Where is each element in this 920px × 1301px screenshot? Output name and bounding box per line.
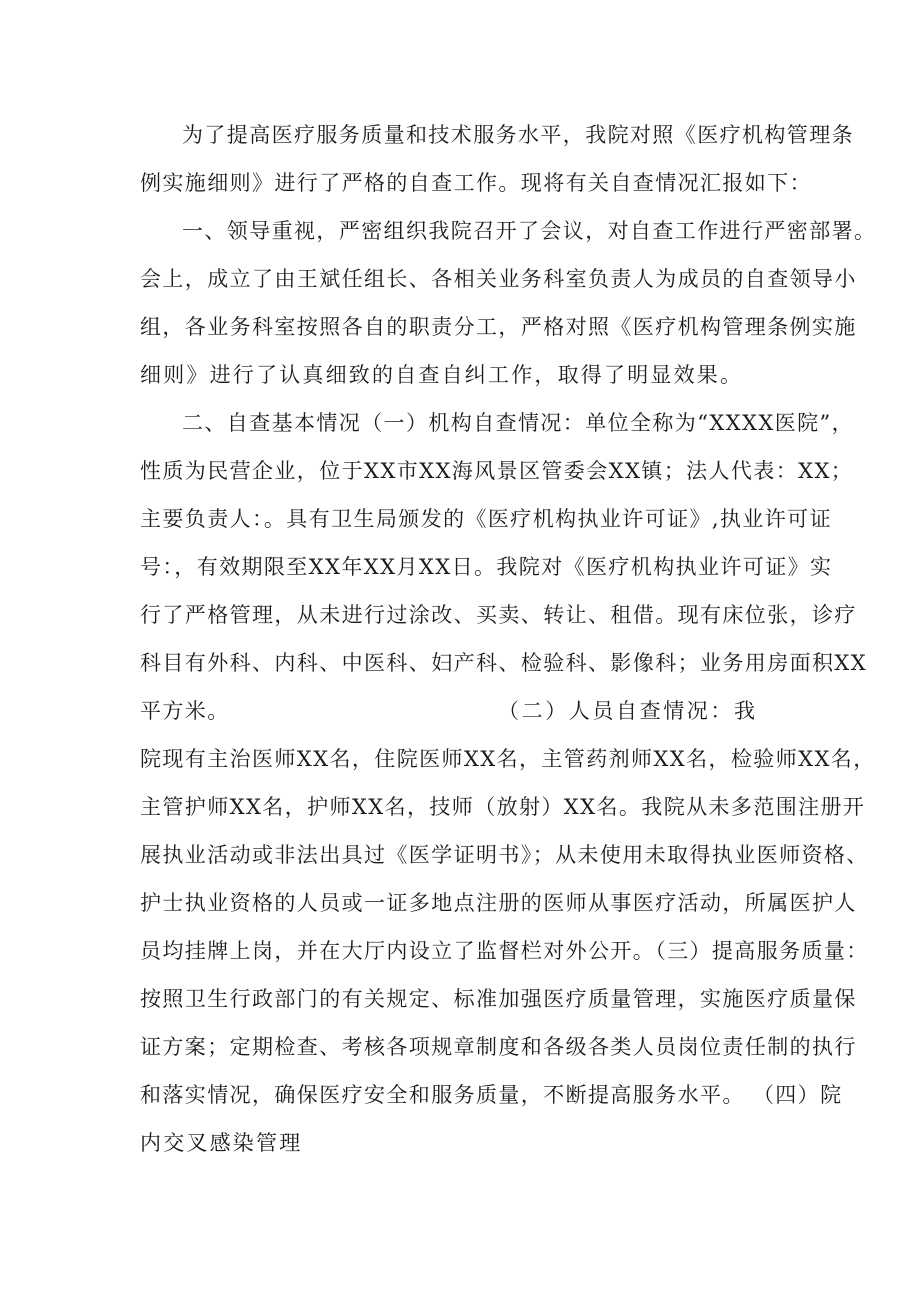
paragraph-3-line-5: 行了严格管理，从未进行过涂改、买卖、转让、租借。现有床位张，诊疗 xyxy=(140,603,857,627)
paragraph-4-line-3: 展执业活动或非法出具过《医学证明书》；从未使用未取得执业医师资格、 xyxy=(140,843,869,867)
paragraph-3-line-1: 二、自查基本情况（一）机构自查情况：单位全称为“XXXX医院”， xyxy=(182,411,855,435)
paragraph-4-line-6: 按照卫生行政部门的有关规定、标准加强医疗质量管理，实施医疗质量保 xyxy=(140,987,857,1011)
paragraph-4-line-8: 和落实情况，确保医疗安全和服务质量，不断提高服务水平。 （四）院 xyxy=(140,1083,843,1107)
paragraph-3-line-4: 号：，有效期限至XX年XX月XX日。我院对《医疗机构执业许可证》实 xyxy=(140,555,833,579)
paragraph-3-line-2: 性质为民营企业，位于XX市XX海风景区管委会XX镇；法人代表：XX； xyxy=(140,459,854,483)
paragraph-4-line-2: 主管护师XX名，护师XX名，技师（放射）XX名。我院从未多范围注册开 xyxy=(140,795,866,819)
paragraph-2-line-4: 细则》进行了认真细致的自查自纠工作，取得了明显效果。 xyxy=(140,363,744,387)
paragraph-4-line-5: 员均挂牌上岗，并在大厅内设立了监督栏对外公开。（三）提高服务质量： xyxy=(140,939,869,963)
paragraph-2-line-2: 会上，成立了由王斌任组长、各相关业务科室负责人为成员的自查领导小 xyxy=(140,267,857,291)
paragraph-4-line-7: 证方案；定期检查、考核各项规章制度和各级各类人员岗位责任制的执行 xyxy=(140,1035,857,1059)
paragraph-4-line-1: 院现有主治医师XX名，住院医师XX名，主管药剂师XX名，检验师XX名， xyxy=(140,747,876,771)
paragraph-1-line-2: 例实施细则》进行了严格的自查工作。现将有关自查情况汇报如下： xyxy=(140,171,812,195)
paragraph-1-line-1: 为了提高医疗服务质量和技术服务水平，我院对照《医疗机构管理条 xyxy=(182,123,854,147)
paragraph-3-line-6: 科目有外科、内科、中医科、妇产科、检验科、影像科；业务用房面积XX xyxy=(140,651,868,675)
paragraph-4-line-9: 内交叉感染管理 xyxy=(140,1131,303,1155)
paragraph-4-line-4: 护士执业资格的人员或一证多地点注册的医师从事医疗活动，所属医护人 xyxy=(140,891,857,915)
paragraph-3-line-7: 平方米。 xyxy=(140,699,230,723)
paragraph-2-line-3: 组，各业务科室按照各自的职责分工，严格对照《医疗机构管理条例实施 xyxy=(140,315,857,339)
paragraph-3-line-7-right: （二）人员自查情况：我 xyxy=(498,699,758,723)
paragraph-3-line-3: 主要负责人：。具有卫生局颁发的《医疗机构执业许可证》,执业许可证 xyxy=(140,507,832,531)
paragraph-2-line-1: 一、领导重视，严密组织我院召开了会议，对自查工作进行严密部署。 xyxy=(182,219,877,243)
